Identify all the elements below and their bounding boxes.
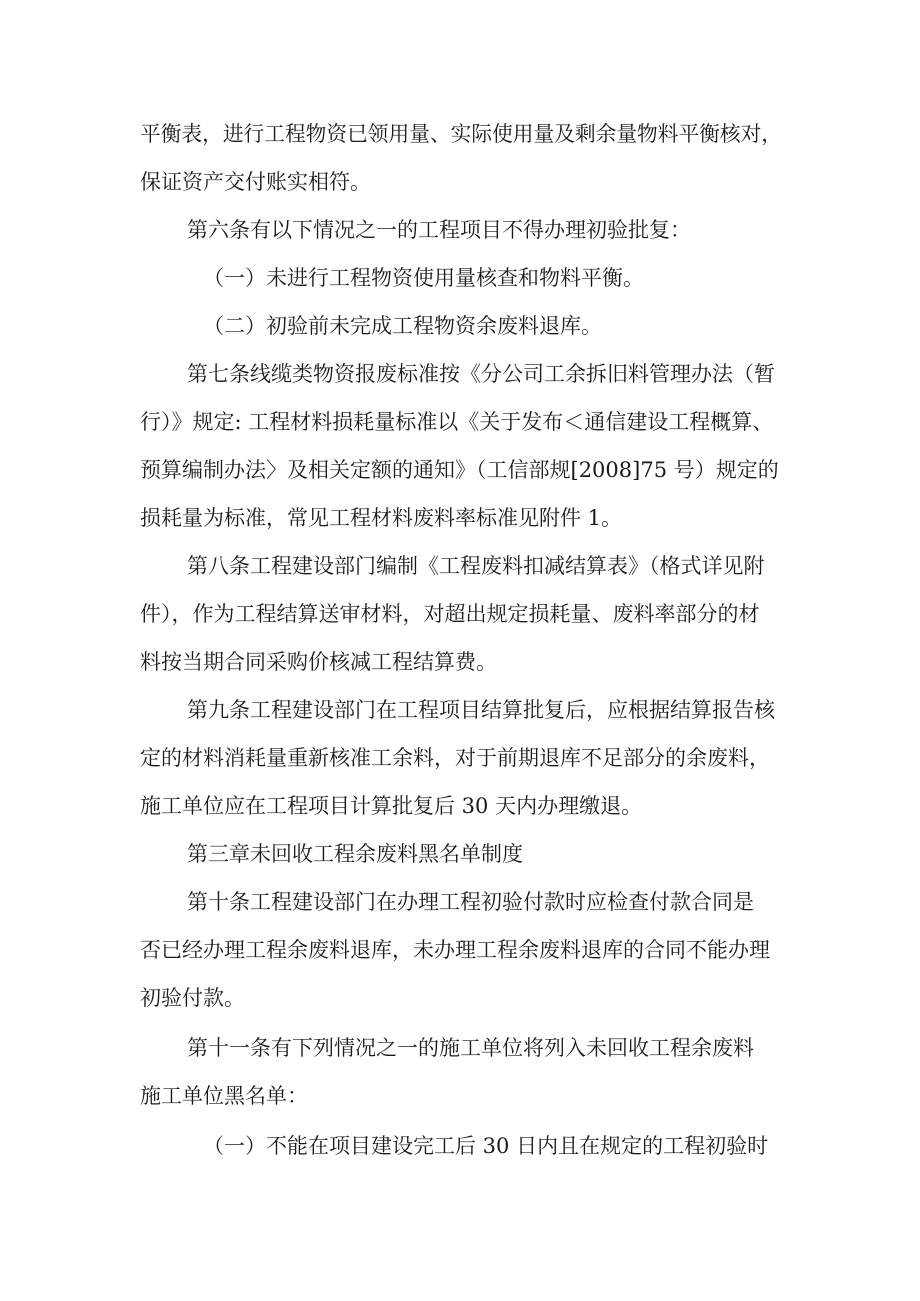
text-line <box>0 930 920 970</box>
line-text: 第八条工程建设部门编制《工程废料扣减结算表》（格式详见附 <box>187 554 765 578</box>
text-line <box>0 354 920 394</box>
text-line <box>0 690 920 730</box>
line-text: 定的材料消耗量重新核准工余料，对于前期退库不足部分的余废料， <box>140 746 770 770</box>
text-line <box>0 450 920 490</box>
chapter-heading <box>0 834 920 874</box>
text-line <box>0 786 920 826</box>
line-text: 预算编制办法〉及相关定额的通知》（工信部规[2008]75 号）规定的 <box>140 458 779 482</box>
line-text: 第十条工程建设部门在办理工程初验付款时应检查付款合同是 <box>187 890 754 914</box>
text-line <box>0 882 920 922</box>
line-text: 第七条线缆类物资报废标准按《分公司工余拆旧料管理办法（暂 <box>187 362 775 386</box>
text-line <box>0 114 920 154</box>
text-line <box>0 498 920 538</box>
line-text: 第三章未回收工程余废料黑名单制度 <box>187 842 523 866</box>
line-text: 平衡表，进行工程物资已领用量、实际使用量及剩余量物料平衡核对， <box>140 122 783 146</box>
line-text: （一）不能在项目建设完工后 30 日内且在规定的工程初验时 <box>203 1134 769 1158</box>
line-text: 料按当期合同采购价核减工程结算费。 <box>140 650 497 674</box>
line-text: 第六条有以下情况之一的工程项目不得办理初验批复： <box>187 218 691 242</box>
text-line <box>0 1126 920 1166</box>
line-text: 件），作为工程结算送审材料，对超出规定损耗量、废料率部分的材 <box>140 602 760 626</box>
text-line <box>0 642 920 682</box>
line-text: 施工单位应在工程项目计算批复后 30 天内办理缴退。 <box>140 794 643 818</box>
text-line <box>0 1028 920 1068</box>
line-text: 初验付款。 <box>140 986 245 1010</box>
line-text: 第十一条有下列情况之一的施工单位将列入未回收工程余废料 <box>187 1036 754 1060</box>
text-line <box>0 162 920 202</box>
line-text: 保证资产交付账实相符。 <box>140 170 371 194</box>
text-line <box>0 306 920 346</box>
text-line <box>0 738 920 778</box>
line-text: 否已经办理工程余废料退库，未办理工程余废料退库的合同不能办理 <box>140 938 770 962</box>
line-text: 施工单位黑名单： <box>140 1084 308 1108</box>
line-text: （二）初验前未完成工程物资余废料退库。 <box>203 314 602 338</box>
text-line <box>0 210 920 250</box>
text-line <box>0 978 920 1018</box>
text-line <box>0 258 920 298</box>
text-line <box>0 402 920 442</box>
text-line <box>0 594 920 634</box>
line-text: 损耗量为标准，常见工程材料废料率标准见附件 1。 <box>140 506 623 530</box>
text-line <box>0 546 920 586</box>
line-text: 第九条工程建设部门在工程项目结算批复后，应根据结算报告核 <box>187 698 775 722</box>
text-line <box>0 1076 920 1116</box>
line-text: 行）》规定: 工程材料损耗量标准以《关于发布＜通信建设工程概算、 <box>140 410 774 434</box>
line-text: （一）未进行工程物资使用量核查和物料平衡。 <box>203 266 644 290</box>
